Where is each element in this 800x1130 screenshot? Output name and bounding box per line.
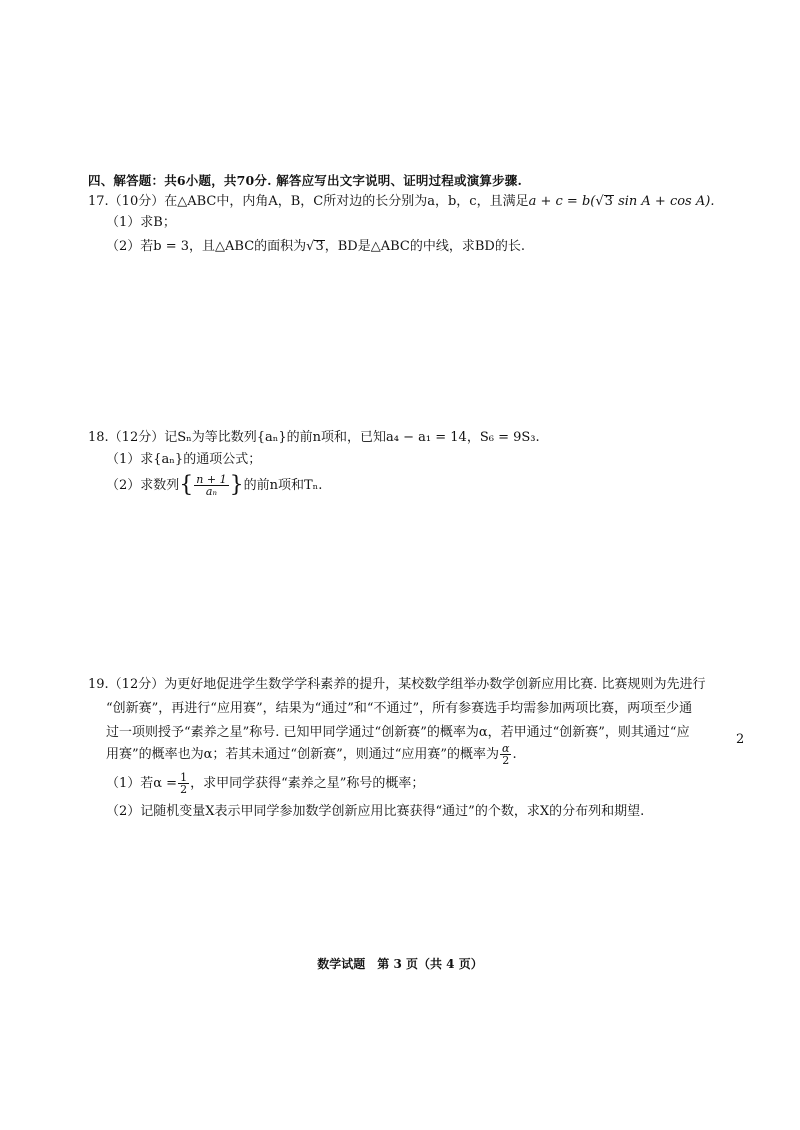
section-heading: 四、解答题：共6小题，共70分. 解答应写出文字说明、证明过程或演算步骤. (88, 173, 523, 188)
q18-frac-den: aₙ (205, 485, 217, 498)
q18-part2-prefix: （2）求数列 (106, 478, 180, 493)
page-footer: 数学试题 第 3 页（共 4 页） (317, 957, 483, 971)
q17-formula-sqrt: 3 (604, 194, 613, 209)
q19-line4-prefix: 用赛”的概率也为α；若其未通过“创新赛”，则通过“应用赛”的概率为 (106, 747, 500, 762)
q19-line4-frac-num: α (502, 742, 510, 755)
q18-frac-num: n + 1 (196, 473, 227, 486)
q19-part1-prefix: （1）若α = (106, 776, 178, 791)
q17-formula-b: sin A + cos A). (618, 194, 715, 209)
q19-line4-suffix: . (512, 747, 517, 762)
q18-part2-suffix: 的前n项和Tₙ. (243, 478, 323, 493)
q19-part1-frac-num: 1 (180, 771, 188, 784)
q19-line2: “创新赛”，再进行“应用赛”，结果为“通过”和“不通过”，所有参赛选手均需参加两项比赛，两项至少通 (106, 701, 693, 716)
q19-line4 (106, 743, 517, 766)
q19-line1: 19.（12分）为更好地促进学生数学学科素养的提升，某校数学组举办数学创新应用比赛. 比赛规则为先进行 (88, 677, 706, 692)
q19-line4-frac-den: 2 (502, 754, 510, 767)
left-brace: { (179, 472, 194, 498)
q17-stem-prefix: 17.（10分）在△ABC中，内角A，B，C所对边的长分别为a，b，c，且满足 (88, 194, 529, 209)
q17-part1: （1）求B； (106, 215, 176, 230)
q19-part1-frac-den: 2 (180, 783, 188, 796)
q18-part2 (106, 474, 322, 497)
q19-part1-fraction (178, 772, 189, 795)
q19-part2: （2）记随机变量X表示甲同学参加数学创新应用比赛获得“通过”的个数，求X的分布列和期望. (106, 804, 645, 819)
q18-fraction (194, 474, 228, 497)
q17-stem: 17.（10分）在△ABC中，内角A，B，C所对边的长分别为a，b，c，且满足a + c = b(√3 sin A + cos A). (88, 194, 715, 209)
side-page-number: 2 (736, 732, 745, 747)
q19-line4-fraction (500, 743, 511, 766)
q18-part1: （1）求{aₙ}的通项公式； (106, 452, 262, 467)
q19-part1 (106, 772, 424, 795)
q19-line3: 过一项则授予“素养之星”称号. 已知甲同学通过“创新赛”的概率为α，若甲通过“创新赛”，则其通过“应 (106, 725, 690, 740)
q19-part1-suffix: ，求甲同学获得“素养之星”称号的概率； (190, 776, 425, 791)
q17-part2-sqrt: 3 (315, 239, 324, 254)
q17-formula-a: a + c = b( (528, 194, 596, 209)
right-brace: } (229, 472, 244, 498)
q17-part2-suffix: ，BD是△ABC的中线，求BD的长. (324, 239, 525, 254)
q18-stem: 18.（12分）记Sₙ为等比数列{aₙ}的前n项和，已知a₄ − a₁ = 14，S₆ = 9S₃. (88, 430, 540, 445)
q17-part2-prefix: （2）若b = 3，且△ABC的面积为 (106, 239, 307, 254)
q17-part2: （2）若b = 3，且△ABC的面积为√3，BD是△ABC的中线，求BD的长. (106, 239, 525, 254)
